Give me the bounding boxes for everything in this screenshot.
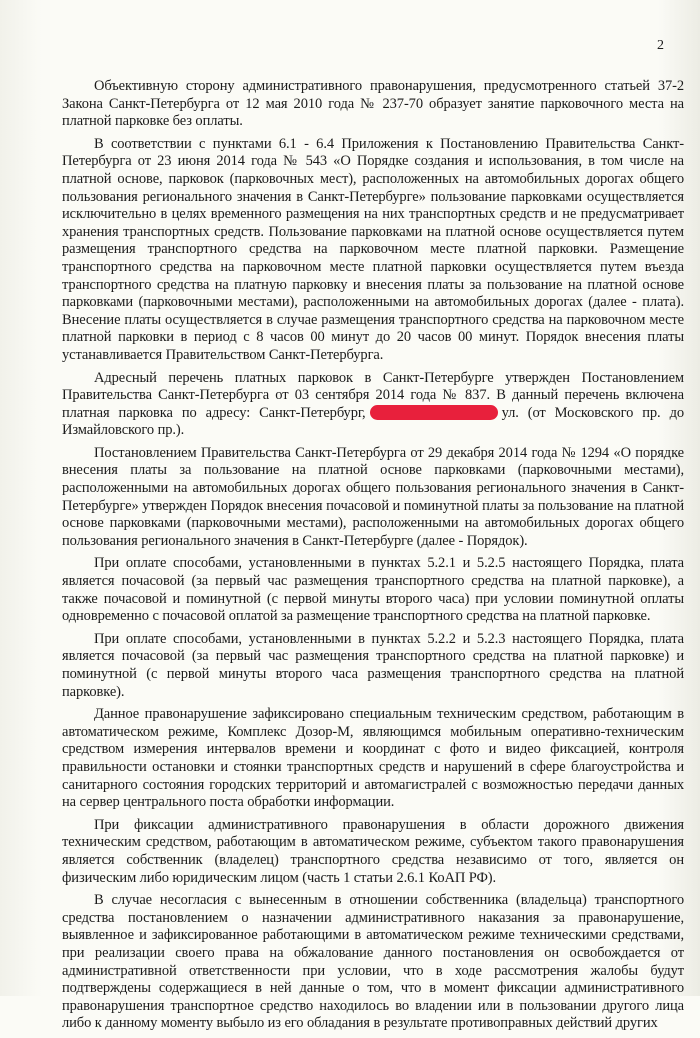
page-number: 2 (657, 38, 664, 53)
paragraph-payment-methods-2: При оплате способами, установленными в пунктах 5.2.2 и 5.2.3 настоящего Порядка, плата является почасовой (за первый час размещения транспортного средства на платной парковке) и поминутной (с первой минуты второго часа размещения транспортного средства на платной парковке). (62, 630, 684, 700)
document-body (62, 78, 684, 1038)
redacted-street-name (370, 405, 498, 420)
paragraph-payment-methods-1: При оплате способами, установленными в пунктах 5.2.1 и 5.2.5 настоящего Порядка, плата является почасовой (за первый час размещения транспортного средства на платной парковке), а также почасовой и поминутной (с первой минуты второго часа) при условии поминутной оплаты одновременно с почасовой оплатой за размещение транспортного средства на платной парковке. (62, 555, 684, 625)
paragraph-appeal-conditions: В случае несогласия с вынесенным в отношении собственника (владельца) транспортного средства постановлением о назначении административного наказания за правонарушение, выявленное и зафиксированное работающими в автоматическом режиме техническими средствами, при реализации своего права на обжалование данного постановления он освобождается от административной ответственности при условии, что в ходе рассмотрения жалобы будут подтверждены содержащиеся в ней данные о том, что в момент фиксации административного правонарушения транспортное средство находилось во владении или в пользовании другого лица либо к данному моменту выбыло из его обладания в результате противоправных действий других (62, 892, 684, 1032)
paragraph-parking-address (62, 370, 684, 440)
address-text-before: Адресный перечень платных парковок в Санкт-Петербурге утвержден Постановлением Правительства Санкт-Петербурга от 03 сентября 2014 года № 837. В данный перечень включена платная парковка по адресу: Санкт-Петербург, (62, 369, 684, 421)
paragraph-payment-procedure: Постановлением Правительства Санкт-Петербурга от 29 декабря 2014 года № 1294 «О порядке внесения платы за пользование на платной основе парковками (парковочными местами), расположенными на автомобильных дорогах общего пользования регионального значения в Санкт-Петербурге» утвержден Порядок внесения почасовой и поминутной платы за пользование на платной основе парковками (парковочными местами), расположенными на автомобильных дорогах общего пользования регионального значения в Санкт-Петербурге (далее - Порядок). (62, 444, 684, 549)
paragraph-parking-rules: В соответствии с пунктами 6.1 - 6.4 Приложения к Постановлению Правительства Санкт-Петербурга от 23 июня 2014 года № 543 «О Порядке создания и использования, в том числе на платной основе, парковок (парковочных мест), расположенных на автомобильных дорогах общего пользования регионального значения в Санкт-Петербурге» пользование парковками осуществляется исключительно в целях временного размещения на них транспортных средств и не предусматривает хранения транспортных средств. Пользование парковками на платной основе осуществляется путем размещения транспортного средства на парковочном месте платной парковки. Размещение транспортного средства на парковочном месте платной парковки осуществляется путем въезда транспортного средства на платную парковку и внесения платы за пользование на платной основе парковками (парковочными местами), расположенными на автомобильных дорогах (далее - плата). Внесение платы осуществляется в случае размещения транспортного средства на парковочном месте платной парковки в период с 8 часов 00 минут до 20 часов 00 минут. Порядок внесения платы устанавливается Правительством Санкт-Петербурга. (62, 135, 684, 363)
address-text-after: ул. (от Московского пр. до Измайловского пр.). (62, 404, 684, 439)
paragraph-offense-definition: Объективную сторону административного правонарушения, предусмотренного статьей 37-2 Закона Санкт-Петербурга от 12 мая 2010 года № 237-70 образует занятие парковочного места на платной парковке без оплаты. (62, 78, 684, 130)
paragraph-responsible-subject: При фиксации административного правонарушения в области дорожного движения техническим средством, работающим в автоматическом режиме, субъектом такого правонарушения является собственник (владелец) транспортного средства независимо от того, является он физическим либо юридическим лицом (часть 1 статьи 2.6.1 КоАП РФ). (62, 816, 684, 886)
paragraph-detection-device: Данное правонарушение зафиксировано специальным техническим средством, работающим в автоматическом режиме, Комплекс Дозор-М, являющимся мобильным оперативно-техническим средством измерения интервалов времени и координат с фото и видео фиксацией, контроля правильности остановки и стоянки транспортных средств и нарушений в сфере благоустройства и санитарного состояния городских территорий и автомагистралей с возможностью передачи данных на сервер центрального поста обработки информации. (62, 706, 684, 811)
